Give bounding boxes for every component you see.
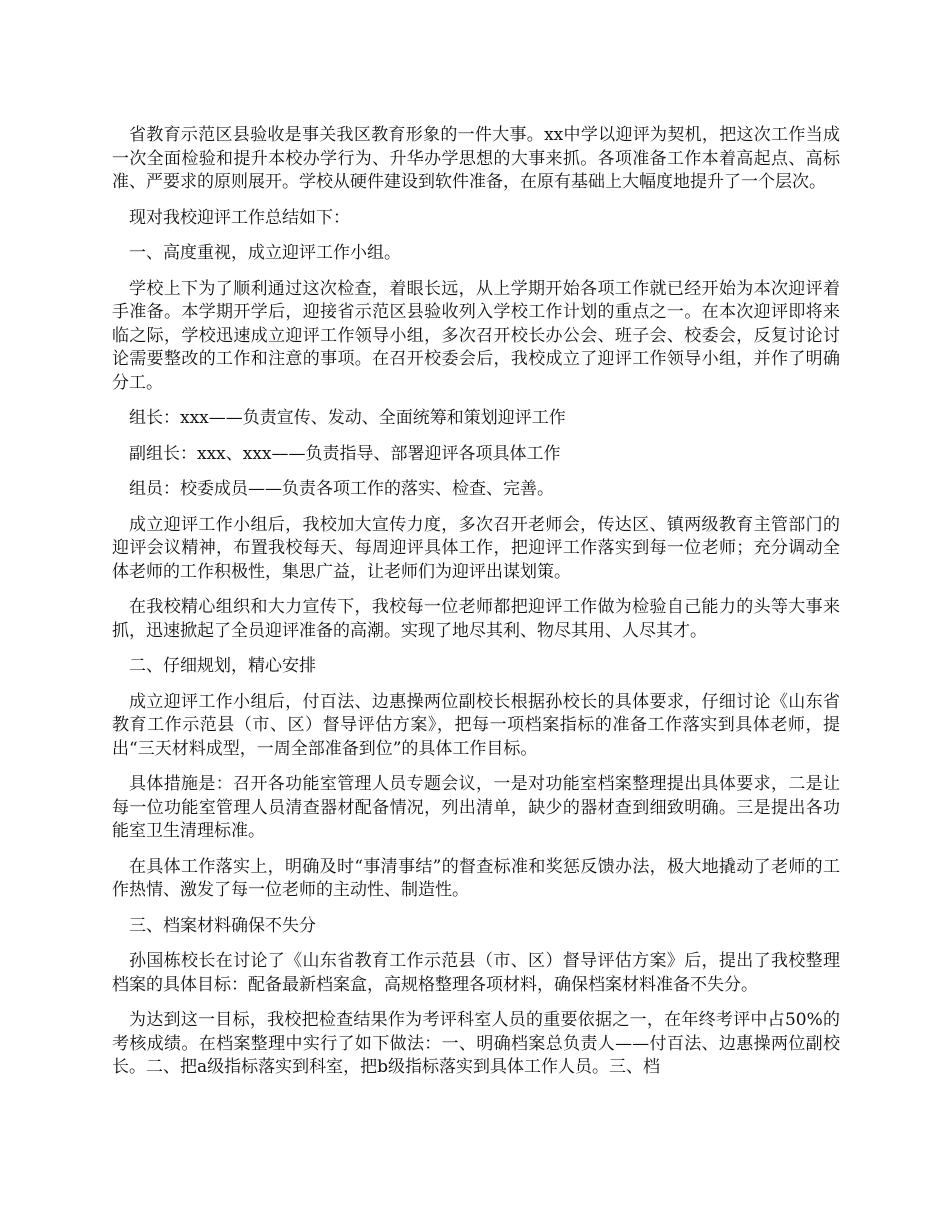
document-page — [112, 124, 840, 1092]
paragraph-publicity: 成立迎评工作小组后，我校加大宣传力度，多次召开老师会，传达区、镇两级教育主管部门的迎评会议精神，布置我校每天、每周迎评具体工作，把迎评工作落实到每一位老师；充分调动全体老师的工作积极性，集思广益，让老师们为迎评出谋划策。 — [112, 514, 840, 582]
paragraph-mobilization: 在我校精心组织和大力宣传下，我校每一位老师都把迎评工作做为检验自己能力的头等大事来抓，迅速掀起了全员迎评准备的高潮。实现了地尽其利、物尽其用、人尽其才。 — [112, 597, 840, 641]
paragraph-deputy-leader: 副组长：xxx、xxx——负责指导、部署迎评各项具体工作 — [129, 443, 561, 464]
section-heading-3: 三、档案材料确保不失分 — [129, 915, 316, 936]
paragraph-summary-lead: 现对我校迎评工作总结如下： — [129, 207, 350, 228]
paragraph-group-leader: 组长：xxx——负责宣传、发动、全面统筹和策划迎评工作 — [129, 408, 566, 428]
paragraph-archive-method: 为达到这一目标，我校把检查结果作为考评科室人员的重要依据之一，在年终考评中占50%的考核成绩。在档案整理中实行了如下做法：一、明确档案总负责人——付百法、边惠操两位副校长。二、把a级指标落实到科室，把b级指标落实到具体工作人员。三、档 — [112, 1010, 840, 1077]
section-heading-1: 一、高度重视，成立迎评工作小组。 — [129, 243, 401, 263]
paragraph-preparation: 学校上下为了顺利通过这次检查，着眼长远，从上学期开始各项工作就已经开始为本次迎评着手准备。本学期开学后，迎接省示范区县验收列入学校工作计划的重点之一。在本次迎评即将来临之际，学校迅速成立迎评工作领导小组，多次召开校长办公会、班子会、校委会，反复讨论讨论需要整改的工作和注意的事项。在召开校委会后，我校成立了迎评工作领导小组，并作了明确分工。 — [112, 278, 840, 393]
paragraph-intro: 省教育示范区县验收是事关我区教育形象的一件大事。xx中学以迎评为契机，把这次工作当成一次全面检验和提升本校办学行为、升华办学思想的大事来抓。各项准备工作本着高起点、高标准、严要求的原则展开。学校从硬件建设到软件准备，在原有基础上大幅度地提升了一个层次。 — [112, 125, 840, 192]
paragraph-members: 组员：校委成员——负责各项工作的落实、检查、完善。 — [129, 479, 554, 499]
paragraph-measures: 具体措施是：召开各功能室管理人员专题会议，一是对功能室档案整理提出具体要求，二是让每一位功能室管理人员清查器材配备情况，列出清单，缺少的器材查到细致明确。三是提出各功能室卫生清理标准。 — [112, 774, 840, 841]
paragraph-planning: 成立迎评工作小组后，付百法、边惠操两位副校长根据孙校长的具体要求，仔细讨论《山东省教育工作示范县（市、区）督导评估方案》，把每一项档案指标的准备工作落实到具体老师，提出“三天材料成型，一周全部准备到位”的具体工作目标。 — [112, 691, 840, 759]
paragraph-archive-goal: 孙国栋校长在讨论了《山东省教育工作示范县（市、区）督导评估方案》后，提出了我校整理档案的具体目标：配备最新档案盒，高规格整理各项材料，确保档案材料准备不失分。 — [112, 951, 840, 995]
paragraph-implementation: 在具体工作落实上，明确及时“事清事结”的督查标准和奖惩反馈办法，极大地撬动了老师的工作热情、激发了每一位老师的主动性、制造性。 — [112, 856, 840, 900]
section-heading-2: 二、仔细规划，精心安排 — [129, 656, 316, 676]
